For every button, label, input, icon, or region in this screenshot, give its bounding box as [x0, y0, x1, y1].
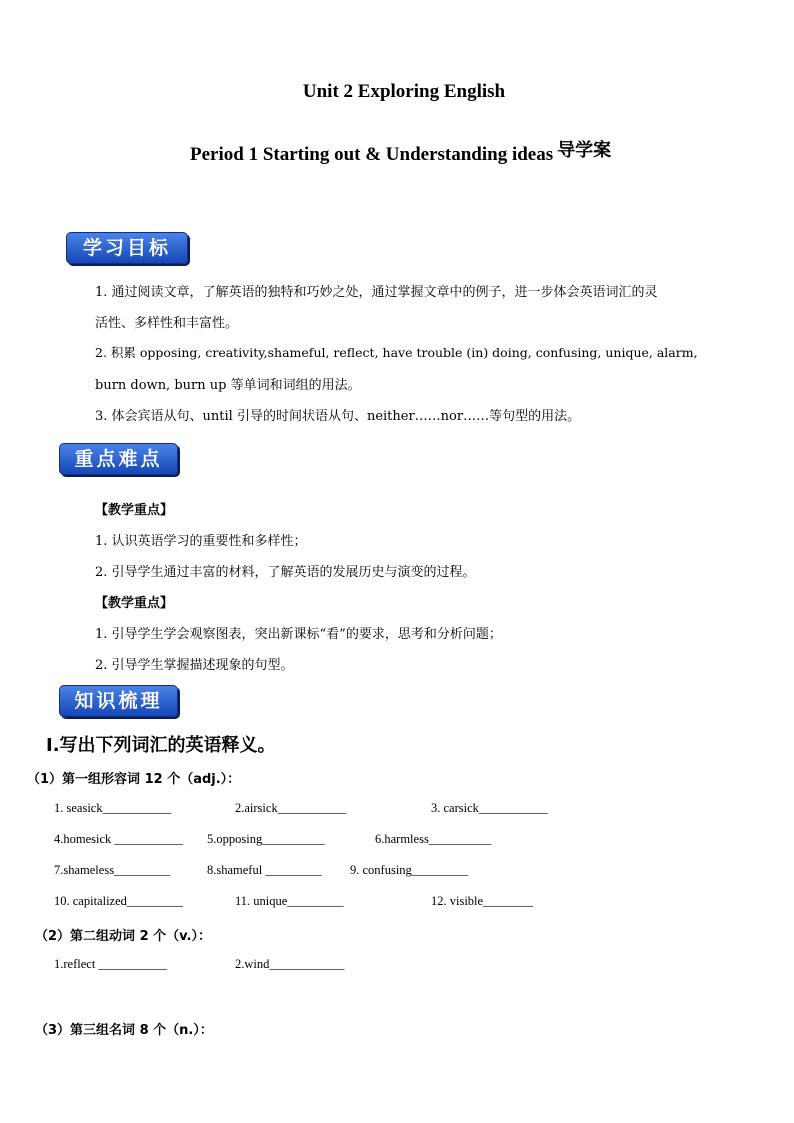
- key-points-heading-2: 【教学重点】: [95, 596, 174, 611]
- exercise-title: I.写出下列词汇的英语释义。: [46, 735, 276, 756]
- document-title: Unit 2 Exploring English: [302, 81, 506, 102]
- vocab-item: 6.harmless__________: [375, 832, 492, 846]
- goal-line-1: 1. 通过阅读文章，了解英语的独特和巧妙之处，通过掌握文章中的例子，进一步体会英语词汇的灵: [95, 285, 658, 300]
- goals-banner: 学习目标: [66, 232, 188, 264]
- vocab-item: 12. visible________: [431, 894, 534, 908]
- vocab-item: 9. confusing_________: [350, 863, 469, 877]
- group1-title: （1）第一组形容词 12 个（adj.）：: [27, 772, 241, 787]
- subtitle-chinese: 导学案: [557, 140, 612, 161]
- vocab-item: 11. unique_________: [235, 894, 344, 908]
- document-subtitle: [190, 140, 611, 166]
- group2-title: （2）第二组动词 2 个（v.）：: [35, 929, 211, 944]
- vocab-item: 4.homesick ___________: [54, 832, 184, 846]
- vocab-item: 2.wind____________: [235, 957, 345, 971]
- vocab-item: 1. seasick___________: [54, 801, 172, 815]
- group3-title: （3）第三组名词 8 个（n.）：: [35, 1023, 213, 1038]
- goal-line-2: 活性、多样性和丰富性。: [95, 316, 239, 331]
- key-point-item: 1. 引导学生学会观察图表，突出新课标“看”的要求，思考和分析问题；: [95, 627, 502, 642]
- vocab-item: 5.opposing__________: [207, 832, 325, 846]
- vocab-item: 10. capitalized_________: [54, 894, 184, 908]
- vocab-item: 1.reflect ___________: [54, 957, 168, 971]
- goal-line-4: burn down, burn up 等单词和词组的用法。: [95, 378, 361, 393]
- vocab-item: 3. carsick___________: [431, 801, 548, 815]
- key-point-item: 2. 引导学生掌握描述现象的句型。: [95, 658, 294, 673]
- key-point-item: 1. 认识英语学习的重要性和多样性；: [95, 534, 307, 549]
- vocab-item: 7.shameless_________: [54, 863, 171, 877]
- key-point-item: 2. 引导学生通过丰富的材料，了解英语的发展历史与演变的过程。: [95, 565, 476, 580]
- goal-line-3: 2. 积累 opposing, creativity,shameful, reflect, have trouble (in) doing, confusing, unique, alarm,: [95, 345, 698, 360]
- key-points-heading-1: 【教学重点】: [95, 503, 174, 518]
- goal-line-5: 3. 体会宾语从句、until 引导的时间状语从句、neither……nor……等句型的用法。: [95, 409, 581, 424]
- key-points-banner: 重点难点: [59, 443, 178, 475]
- vocab-item: 2.airsick___________: [235, 801, 347, 815]
- vocab-item: 8.shameful _________: [207, 863, 322, 877]
- knowledge-banner: 知识梳理: [59, 685, 178, 717]
- subtitle-english: Period 1 Starting out & Understanding ideas: [190, 144, 554, 165]
